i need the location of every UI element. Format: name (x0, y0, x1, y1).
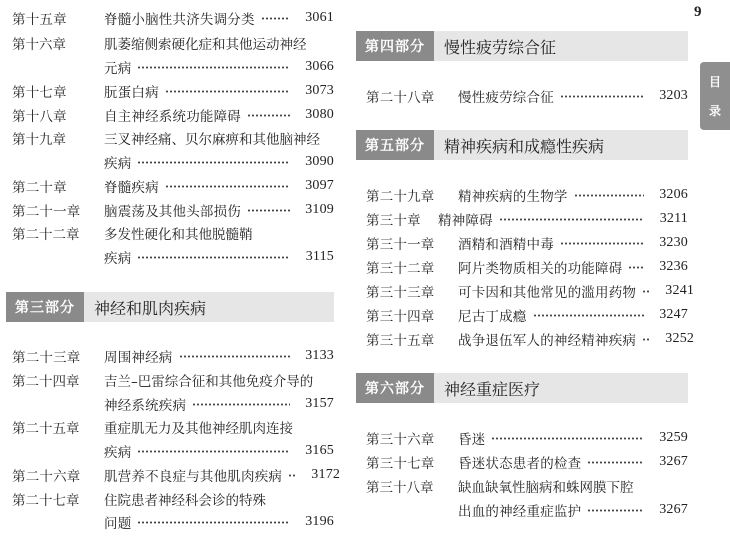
chapter-number: 第三十一章 (366, 237, 435, 253)
chapter-title: 周围神经病 (104, 350, 173, 366)
page-ref: 3090 (305, 154, 334, 169)
dot-leader (642, 290, 650, 293)
part-title: 慢性疲劳综合征 (444, 37, 557, 57)
toc-entry[interactable] (12, 128, 334, 148)
page-ref: 3109 (305, 202, 334, 217)
chapter-title: 昏迷状态患者的检查 (458, 456, 582, 472)
toc-entry[interactable] (366, 86, 688, 106)
toc-entry[interactable] (366, 476, 688, 496)
chapter-title: 多发性硬化和其他脱髓鞘 (104, 227, 253, 243)
chapter-number: 第十八章 (12, 109, 67, 125)
chapter-number: 第二十三章 (12, 350, 81, 366)
page-ref: 3206 (659, 187, 688, 202)
chapter-title: 阿片类物质相关的功能障碍 (458, 261, 623, 277)
dot-leader (642, 338, 650, 341)
page-ref: 3259 (659, 430, 688, 445)
chapter-number: 第十五章 (12, 12, 67, 28)
dot-leader (247, 209, 290, 212)
chapter-title-cont: 元病 (104, 61, 132, 77)
chapter-number: 第二十五章 (12, 421, 80, 437)
part-title: 精神疾病和成瘾性疾病 (444, 136, 605, 156)
chapter-number: 第二十一章 (12, 204, 81, 220)
chapter-number: 第二十章 (12, 180, 67, 196)
page-number: 9 (694, 4, 702, 20)
dot-leader (288, 474, 296, 477)
chapter-title: 肌营养不良症与其他肌肉疾病 (104, 469, 283, 485)
chapter-number: 第三十章 (366, 213, 421, 229)
chapter-title: 重症肌无力及其他神经肌肉连接 (104, 421, 293, 437)
toc-entry-continuation[interactable] (104, 512, 334, 532)
chapter-number: 第三十四章 (366, 309, 435, 325)
chapter-number: 第二十九章 (366, 189, 435, 205)
chapter-title-cont: 问题 (104, 516, 132, 532)
chapter-title-cont: 出血的神经重症监护 (458, 504, 582, 520)
page-ref: 3211 (659, 211, 688, 226)
chapter-number: 第十九章 (12, 132, 66, 148)
toc-entry[interactable] (366, 305, 688, 325)
toc-entry[interactable] (12, 489, 334, 509)
toc-entry[interactable] (12, 33, 334, 53)
chapter-number: 第三十六章 (366, 432, 435, 448)
chapter-title-cont: 神经系统疾病 (104, 398, 187, 414)
part-label: 第六部分 (356, 373, 434, 403)
toc-entry-continuation[interactable] (104, 152, 334, 172)
toc-entry[interactable] (12, 370, 334, 390)
page-ref: 3267 (659, 502, 688, 517)
toc-entry[interactable] (12, 81, 334, 101)
chapter-number: 第十七章 (12, 85, 67, 101)
toc-entry[interactable] (12, 176, 334, 196)
dot-leader (165, 185, 290, 188)
toc-entry[interactable] (366, 233, 688, 253)
chapter-number: 第二十八章 (366, 90, 435, 106)
dot-leader (533, 314, 645, 317)
part-label: 第三部分 (6, 292, 84, 322)
toc-entry[interactable] (12, 223, 334, 243)
dot-leader (137, 450, 290, 453)
dot-leader (560, 95, 644, 98)
part-title: 神经重症医疗 (444, 379, 541, 399)
dot-leader (247, 114, 290, 117)
toc-entry[interactable] (12, 200, 334, 220)
chapter-title: 慢性疲劳综合征 (458, 90, 554, 106)
page-ref: 3230 (659, 235, 688, 250)
side-tab-char-2: 录 (708, 104, 721, 118)
chapter-number: 第二十四章 (12, 374, 80, 390)
dot-leader (137, 161, 290, 164)
dot-leader (137, 521, 290, 524)
part-header (356, 31, 688, 61)
toc-entry-continuation[interactable] (104, 394, 334, 414)
chapter-title: 脊髓小脑性共济失调分类 (104, 12, 255, 28)
toc-entry-continuation[interactable] (104, 247, 334, 267)
page-ref: 3115 (305, 249, 334, 264)
dot-leader (574, 194, 644, 197)
page-ref: 3241 (665, 283, 695, 298)
toc-entry[interactable] (366, 452, 688, 472)
chapter-number: 第二十七章 (12, 493, 80, 509)
page-ref: 3061 (305, 10, 334, 25)
toc-entry-continuation[interactable] (104, 57, 334, 77)
toc-entry[interactable] (366, 185, 688, 205)
chapter-number: 第三十五章 (366, 333, 435, 349)
dot-leader (137, 66, 290, 69)
toc-entry[interactable] (366, 257, 688, 277)
page-ref: 3252 (665, 331, 695, 346)
toc-entry[interactable] (12, 346, 334, 366)
dot-leader (499, 218, 644, 221)
page-ref: 3267 (659, 454, 688, 469)
toc-entry[interactable] (12, 8, 334, 28)
toc-entry-continuation[interactable] (458, 500, 688, 520)
chapter-title: 脑震荡及其他头部损伤 (104, 204, 241, 220)
part-header (356, 130, 688, 160)
chapter-number: 第三十八章 (366, 480, 434, 496)
chapter-title: 可卡因和其他常见的滥用药物 (458, 285, 637, 301)
page-ref: 3080 (305, 107, 334, 122)
chapter-title: 肌萎缩侧索硬化症和其他运动神经 (104, 37, 307, 53)
dot-leader (628, 266, 644, 269)
dot-leader (491, 437, 644, 440)
part-header (6, 292, 334, 322)
dot-leader (137, 256, 290, 259)
part-label: 第五部分 (356, 130, 434, 160)
toc-entry[interactable] (366, 428, 688, 448)
dot-leader (587, 461, 644, 464)
chapter-title: 朊蛋白病 (104, 85, 159, 101)
dot-leader (192, 403, 290, 406)
chapter-title: 三叉神经痛、贝尔麻痹和其他脑神经 (104, 132, 320, 148)
part-header (356, 373, 688, 403)
chapter-title: 尼古丁成瘾 (458, 309, 527, 325)
chapter-title: 吉兰–巴雷综合征和其他免疫介导的 (104, 374, 314, 390)
dot-leader (261, 17, 290, 20)
chapter-title: 住院患者神经科会诊的特殊 (104, 493, 266, 509)
page-ref: 3157 (305, 396, 334, 411)
chapter-title-cont: 疾病 (104, 445, 132, 461)
dot-leader (179, 355, 291, 358)
page-ref: 3165 (305, 443, 334, 458)
chapter-title: 昏迷 (458, 432, 486, 448)
page-ref: 3172 (311, 467, 341, 482)
chapter-title: 精神障碍 (438, 213, 493, 229)
chapter-title: 脊髓疾病 (104, 180, 159, 196)
chapter-number: 第三十二章 (366, 261, 435, 277)
chapter-title: 酒精和酒精中毒 (458, 237, 554, 253)
chapter-title: 战争退伍军人的神经精神疾病 (458, 333, 637, 349)
dot-leader (560, 242, 644, 245)
part-label: 第四部分 (356, 31, 434, 61)
page-ref: 3236 (659, 259, 688, 274)
chapter-number: 第三十三章 (366, 285, 435, 301)
toc-entry[interactable] (12, 417, 334, 437)
chapter-title-cont: 疾病 (104, 156, 132, 172)
page-ref: 3203 (659, 88, 688, 103)
toc-entry-continuation[interactable] (104, 441, 334, 461)
toc-entry[interactable] (366, 209, 688, 229)
side-tab-char-1: 目 (708, 75, 721, 89)
page-ref: 3196 (305, 514, 334, 529)
chapter-number: 第二十二章 (12, 227, 80, 243)
chapter-title: 精神疾病的生物学 (458, 189, 568, 205)
page-ref: 3066 (305, 59, 334, 74)
part-title: 神经和肌肉疾病 (94, 298, 207, 318)
toc-entry[interactable] (366, 281, 695, 301)
chapter-title-cont: 疾病 (104, 251, 132, 267)
chapter-title: 缺血缺氧性脑病和蛛网膜下腔 (458, 480, 634, 496)
dot-leader (165, 90, 290, 93)
toc-entry[interactable] (366, 329, 695, 349)
page-ref: 3133 (305, 348, 334, 363)
page-ref: 3247 (659, 307, 688, 322)
chapter-number: 第二十六章 (12, 469, 81, 485)
page-ref: 3073 (305, 83, 334, 98)
toc-entry[interactable] (12, 465, 341, 485)
chapter-title: 自主神经系统功能障碍 (104, 109, 241, 125)
dot-leader (587, 509, 644, 512)
toc-entry[interactable] (12, 105, 334, 125)
chapter-number: 第三十七章 (366, 456, 435, 472)
chapter-number: 第十六章 (12, 37, 66, 53)
page-ref: 3097 (305, 178, 334, 193)
toc-side-tab[interactable] (700, 62, 730, 130)
